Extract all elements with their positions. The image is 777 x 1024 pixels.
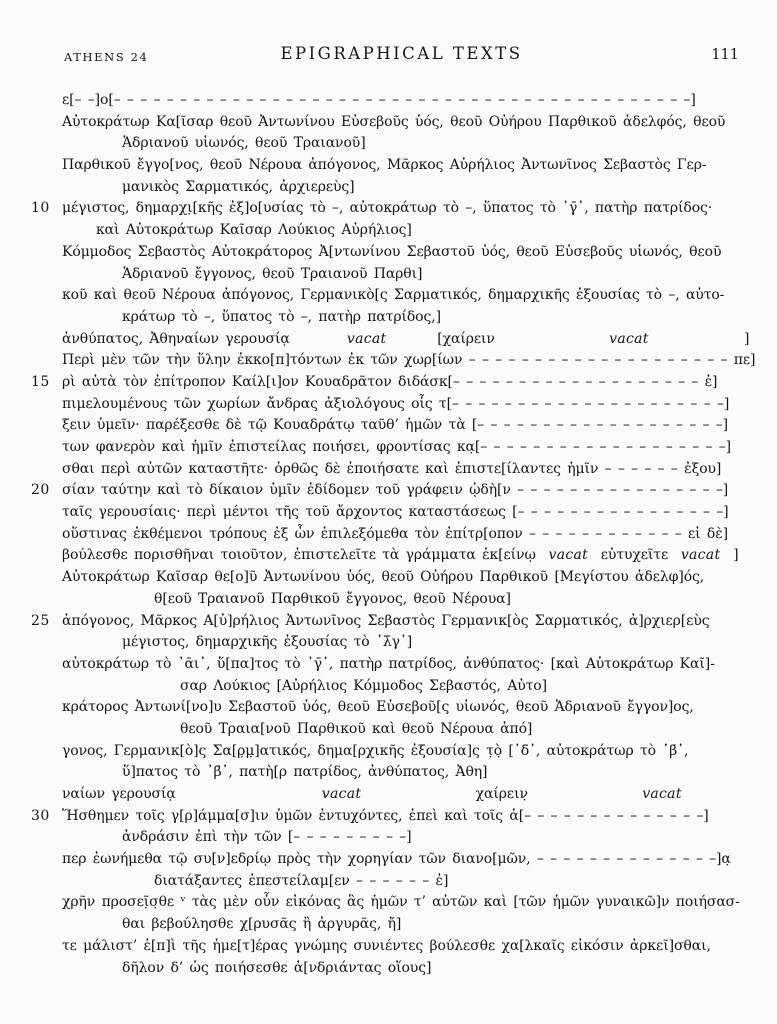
text-line [62,914,741,936]
text-line [62,112,741,134]
line-text: διατάξαντες ἐπεστείλαμ[εν – – – – – – ἐ] [154,872,449,889]
line-number: 10 [31,200,50,217]
text-line [62,697,741,719]
line-text: ὕ]πατος τὸ ᾽β̄᾽, πατὴ[ρ πατρίδος, ἀνθύπατος, Ἀθη] [122,764,488,781]
page-header [62,44,741,68]
line-text: περ ἐωνήμεθα τῷ συ[ν]εδρίῳ πρὸς τὴν χορηγίαν τῶν διανο[μῶν, – – – – – – – – – – – – – –]α̣ [62,851,731,868]
line-text: ε[– –]ο[– – – – – – – – – – – – – – – – – – – – – – – – – – – – – – – – – – – – – – – – – – – –] [62,92,696,108]
line-text: των φανερὸν καὶ ἡμῖν ἐπιστείλας ποιήσει, φροντίσας κα̣[– – – – – – – – – – – – – – – – – – –] [62,439,731,455]
line-text: Ἁδριανοῦ ἔγγονος, θεοῦ Τραιανοῦ Παρθι] [122,265,423,282]
text-line [62,784,741,806]
line-text: Αὐτοκράτωρ Κα[ῖσαρ θεοῦ Ἀντωνίνου Εὐσεβοῦς ὑός, θεοῦ Οὐήρου Παρθικοῦ ἀδελφός, θεοῦ [62,113,726,130]
text-line [62,285,741,307]
line-text: γονος, Γερμανικ[ὸ]ς Σα[ρ̣μ̣]ατικός, δημα[ρχικῆς ἐξουσία]ς τ̣ὸ̣ [᾽δ̄᾽, αὐτοκράτωρ τὸ ᾽β̄᾽, [62,742,689,759]
text-line [62,329,750,351]
vacat-marker: vacat [642,786,682,802]
text-line [62,437,741,459]
line-text: θ[εοῦ Τραιανοῦ Παρθικοῦ ἔγγονος, θεοῦ Νέρουα] [154,590,511,607]
text-line [62,632,741,654]
text-line [62,502,741,524]
text-line [62,719,741,741]
line-text: Ἥσθημεν τοῖς γ[ρ]άμμα[σ]ιν ὑμῶν ἐντυχόντες, ἐπεὶ καὶ τοῖς ἀ[– – – – – – – – – – – – – –] [62,807,709,824]
line-text: ἀνδράσιν ἐπὶ τὴν τῶν [– – – – – – – – –] [122,829,412,846]
text-line [62,849,741,871]
line-number: 15 [31,373,50,390]
line-text: κράτωρ τὸ –, ὕπατος τὸ –, πατὴρ πατρίδος,] [122,308,441,325]
text-line [62,762,741,784]
text-line [62,307,741,329]
text-line [62,589,741,611]
line-text: θαι βεβούλησθε χ[ρυσᾶς ἢ ἀργυρᾶς, ἤ] [122,916,402,933]
line-text: βούλεσθε πορισθῆναι τοιοῦτον, ἐπιστελεῖτε τὰ γράμματα ἐκ[είνῳ vacat εὐτυχεῖτε vacat ] [62,547,739,564]
text-line [31,611,741,633]
line-number: 30 [31,807,50,824]
text-line [62,654,741,676]
text-line [62,242,741,264]
text-line [62,133,741,155]
text-line [62,871,741,893]
line-number: 25 [31,612,50,629]
text-line [62,459,741,481]
text-line [62,545,741,567]
line-text: ταῖς γερουσίαις· περὶ μέντοι τῆς τοῦ ἄρχοντος καταστάσεως [– – – – – – – – – – – – – – – –] [62,504,729,521]
line-text: Αὐτοκράτωρ Καῖσαρ θε[ο]ῦ Ἀντωνίνου ὑός, θεοῦ Οὐήρου Παρθικοῦ [Μεγίστου ἀδελφ]ός, [62,569,705,586]
line-text: μέγιστος, δημαρχικῆς ἐξουσίας τὸ ᾽λ̄γ᾽] [122,634,413,651]
text-line [62,958,741,980]
text-line [62,676,741,698]
running-head-title: EPIGRAPHICAL TEXTS [280,44,523,63]
vacat-marker: vacat [680,547,721,564]
line-text: κράτορος Ἀντωνί[νο]υ Σεβαστοῦ ὑός, θεοῦ Εὐσεβοῦ[ς υἱωνός, θεοῦ Ἁδριανοῦ ἔγγον]ος, [62,699,694,716]
line-text: ἀνθύπατος, Ἀθηναίων γερουσίᾳ vacat [χαίρειν vacat ] [62,330,750,347]
vacat-marker: vacat [609,330,649,347]
text-line [62,394,741,416]
vacat-marker: vacat [321,786,362,802]
text-line [62,741,741,763]
text-line [62,415,741,437]
line-text: ξειν ὑμεῖν· παρέξεσθε δὲ τῷ Κουαδράτῳ ταῦθ’ ἡμῶν τὰ [– – – – – – – – – – – – – – – – – – –] [62,417,729,434]
text-body [31,90,756,979]
line-text: σθαι περὶ αὐτῶν καταστῆτε· ὀρθῶς δὲ ἐποιήσατε καὶ ἐπιστε[ίλαντες ἡμῖν – – – – – – ἐξου] [62,460,722,477]
text-line [62,264,741,286]
page-number: 111 [711,47,739,63]
line-text: Περὶ μὲν τῶν τὴν ὕλην ἐκκο[π]τόντων ἐκ τῶν χωρ[ίων – – – – – – – – – – – – – – – – – – – – πε] [62,352,756,369]
line-text: μανικὸς Σαρματικός, ἀρχιερεὺς] [122,178,355,195]
line-text: οὕστινας ἐκθέμενοι τρόπους ἐξ ὧν ἐπιλεξόμεθα τὸν ἐπίτρ[οπον – – – – – – – – – – – – εἰ δὲ] [62,525,728,542]
line-text: θεοῦ Τραια[νοῦ Παρθικοῦ καὶ θεοῦ Νέρουα ἀπό] [180,720,533,737]
text-line [62,220,741,242]
text-line [62,936,741,958]
line-text: καὶ Αὐτοκράτωρ Καῖσαρ Λούκιος Αὐρήλιος] [96,222,412,239]
line-text: μέγιστος, δημαρχι̣[κῆς ἐξ]ο[υσίας τὸ –, αὐτοκράτωρ τὸ –, ὕπατος τὸ ᾽γ̄᾽, πατὴρ πατρίδος· [62,200,713,217]
line-text: Παρθικοῦ ἔγγο[νος, θεοῦ Νέρουα ἀπόγονος, Μᾶρκος Αὐρήλιος Ἀντωνῖνος Σεβαστὸς Γερ- [62,157,707,174]
text-line [31,198,741,220]
text-line [62,567,741,589]
line-text: Κόμμοδος Σεβαστὸς Αὐτοκράτορος Ἀ[ντωνίνου Σεβαστοῦ ὑός, θεοῦ Εὐσεβοῦς υἱωνός, θεοῦ [62,243,722,260]
line-text: αὐτοκράτωρ τὸ ᾽ᾱι᾽, ὕ[πα]τος τὸ ᾽γ̄᾽, πατὴρ πατρίδος, ἀνθύπατος· [καὶ Αὐτοκράτωρ Καῖ]- [62,655,715,672]
text-line [62,827,741,849]
text-line [62,524,741,546]
text-line [62,90,741,112]
running-head-left: ATHENS 24 [64,50,149,64]
text-line [62,177,741,199]
line-text: σίαν ταύτην καὶ τὸ δίκαιον ὑμῖν ἐδίδομεν τοῦ γράφειν ᾠδὴ[ν – – – – – – – – – – – – – – – –] [62,482,729,499]
line-text: χρῆν προσεῖ̣σ̣θε ᵛ τὰς μὲν οὖν εἰκόνας ἃς ἡμῶν τ’ αὐτῶν καὶ [τῶν ἡμῶν γυναικῶ]ν ποιήσασ- [62,894,740,911]
text-line [62,892,741,914]
vacat-marker: vacat [346,330,387,347]
line-text: ρὶ αὐτὰ τὸν ἐπίτροπον Καίλ[ι]ον Κουαδρᾶτον διδάσκ[– – – – – – – – – – – – – – – – – – – ἐ] [62,373,718,390]
line-text: πιμελουμένους τῶν χωρίων ἄνδρας ἀξιολόγους οἷς τ[– – – – – – – – – – – – – – – – – – – – –] [62,395,730,412]
line-text: τε μάλιστ’ ἐ[π]ὶ τῆς ἡμε[τ]έρας γνώμης συνιέντες βούλεσθε χα[λκαῖς εἰκόσιν ἀρκεῖ]σθαι, [62,937,711,954]
text-line [31,372,741,394]
text-line [62,350,756,372]
line-text: κοῦ καὶ θεοῦ Νέρουα ἀπόγονος, Γερμανικὸ[ς Σαρματικός, δημαρχικῆς ἐξουσίας τὸ –, αὐτο- [62,287,725,304]
text-line [31,806,741,828]
text-line [31,480,741,502]
line-text: Ἁδριανοῦ υἱωνός, θεοῦ Τραιανοῦ] [122,135,366,152]
text-line [62,155,741,177]
line-text: δῆλον δ’ ὡς ποιήσεσθε ἀ[νδριάντας οἵους] [122,959,432,976]
line-text: ναίων γερουσίᾳ vacat χαίρειν̣ vacat [62,786,682,802]
vacat-marker: vacat [548,547,589,564]
line-number: 20 [31,482,50,499]
line-text: ἀπόγονος, Μᾶρκος Α[ὐ]ρήλιος Ἀντωνῖνος Σεβαστὸς Γερμανικ[ὸς Σαρματικός, ἀ]ρχιερ[εὺς [62,612,710,629]
line-text: σαρ Λούκιος [Αὐρήλιος Κόμμοδος Σεβαστός, Αὐτο] [180,677,547,694]
